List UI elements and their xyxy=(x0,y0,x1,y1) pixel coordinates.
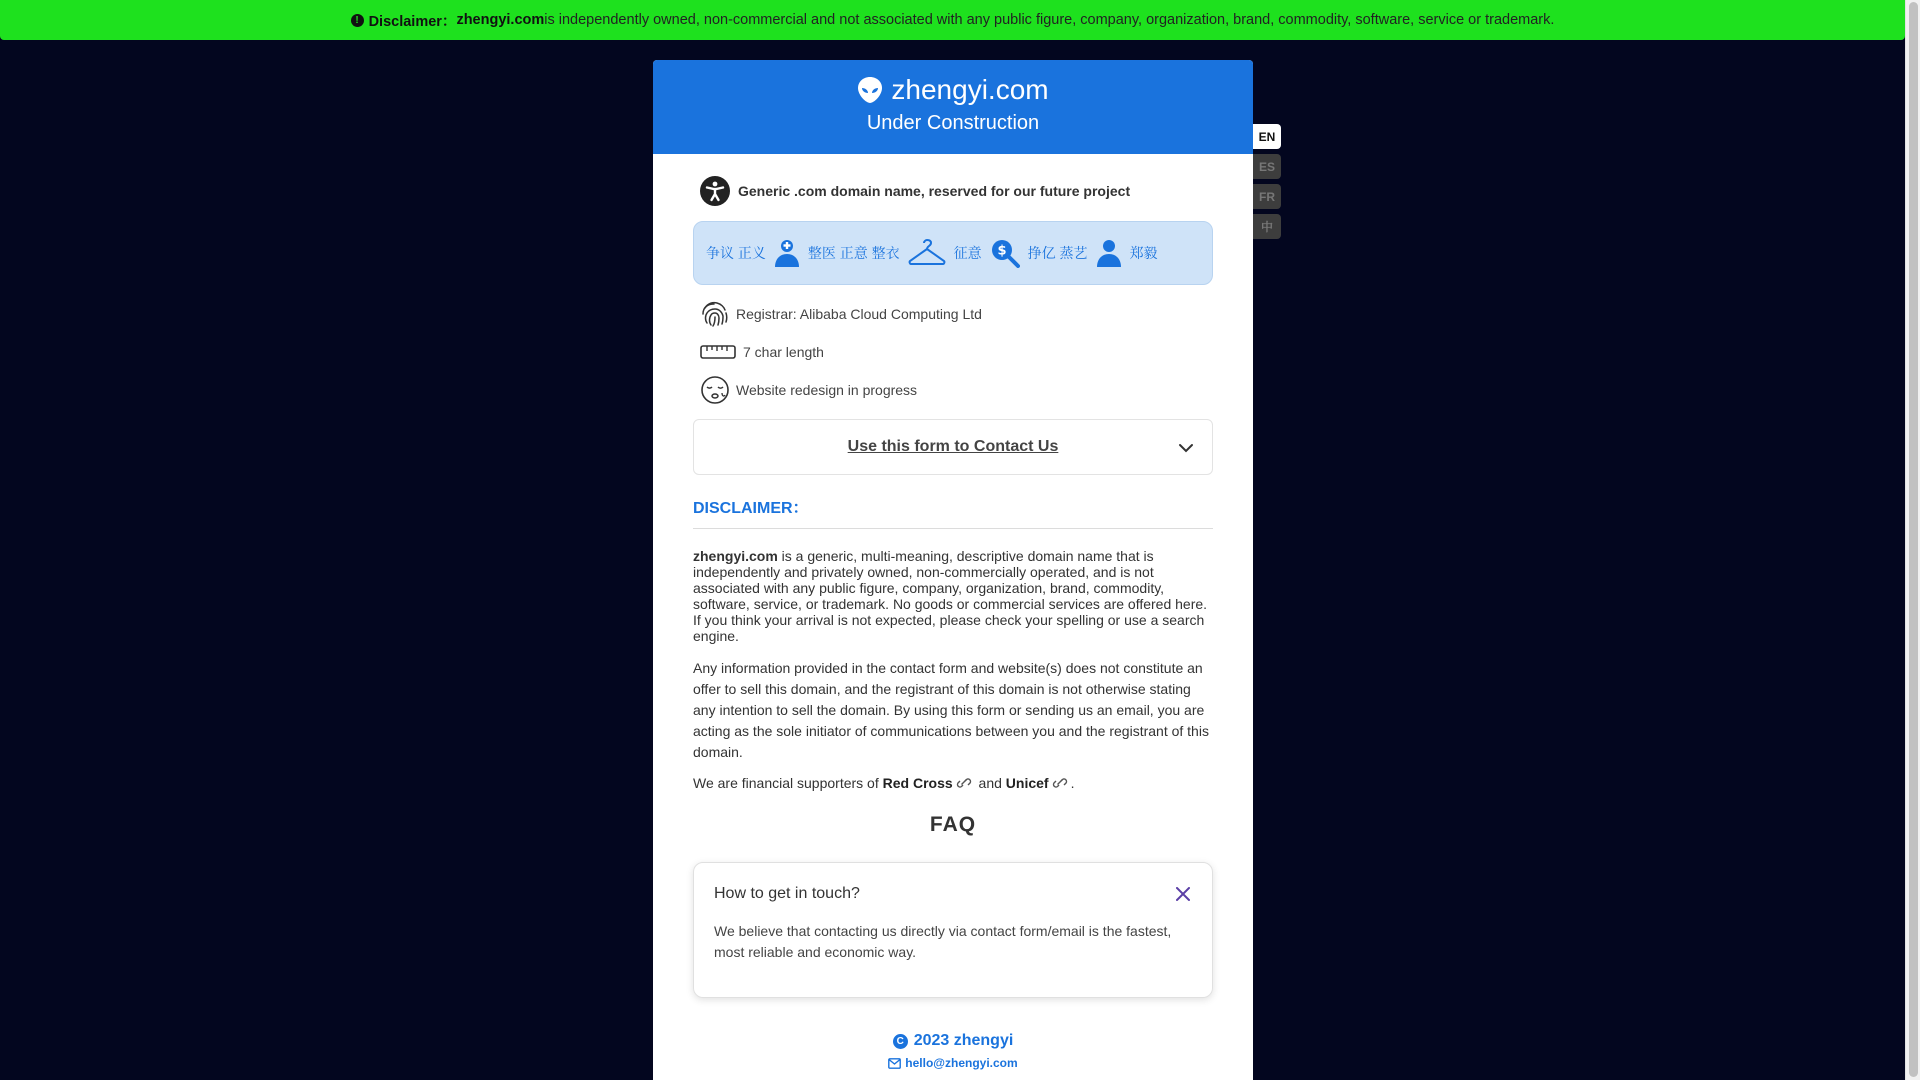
email-link[interactable] xyxy=(693,1056,1213,1070)
faq-title: FAQ xyxy=(929,813,977,836)
generic-domain-row xyxy=(700,176,1213,206)
faq-question[interactable]: How to get in touch? xyxy=(714,885,860,902)
related-link-1[interactable]: 争议 正义 xyxy=(706,245,766,261)
main-card xyxy=(653,60,1253,1080)
money-search-icon xyxy=(990,238,1020,268)
disclaimer-banner xyxy=(0,0,1905,40)
footer xyxy=(693,1032,1213,1070)
disclaimer-p1-text: is a generic, multi-meaning, descriptive domain name that is independently and privately owned, non-commercially operated, and is not associated with any public figure, company, organization, brand, commodity, software, service, or trademark. No goods or commercial services are offered here. If you think your arrival is not expected, please check your spelling or use a search engine. xyxy=(693,548,1208,644)
lang-en[interactable]: EN xyxy=(1253,124,1281,149)
contact-form-link[interactable]: Use this form to Contact Us xyxy=(847,438,1059,455)
language-switcher xyxy=(1253,124,1281,244)
disclaimer-domain: zhengyi.com xyxy=(693,548,778,564)
fingerprint-icon xyxy=(700,299,730,329)
sleepy-face-icon xyxy=(700,375,730,405)
disclaimer-paragraph-1 xyxy=(693,548,1213,644)
svg-text:$: $ xyxy=(997,243,1007,259)
close-icon[interactable] xyxy=(1176,887,1190,901)
copyright-icon: C xyxy=(893,1034,908,1049)
page-scrollbar[interactable] xyxy=(1905,0,1920,1080)
related-link-5[interactable]: 郑毅 xyxy=(1129,245,1158,261)
lang-fr[interactable]: FR xyxy=(1253,184,1281,209)
site-title xyxy=(653,74,1253,106)
related-links-box xyxy=(693,221,1213,285)
banner-text: is independently owned, non-commercial and not associated with any public figure, company, organization, brand, commodity, software, service or trademark. xyxy=(544,12,1555,28)
registrar-row xyxy=(700,299,1213,329)
chevron-down-icon[interactable] xyxy=(1178,440,1194,456)
supporters-suffix: . xyxy=(1070,775,1075,791)
email-text[interactable]: hello@zhengyi.com xyxy=(905,1056,1018,1070)
website-text: Website redesign in progress xyxy=(736,382,918,398)
lang-zh[interactable]: 中 xyxy=(1253,214,1281,239)
doctor-icon xyxy=(774,239,800,267)
copyright xyxy=(693,1032,1213,1050)
contact-form-toggle[interactable] xyxy=(693,419,1213,475)
faq-answer: We believe that contacting us directly via contact form/email is the fastest, most reliable and economic way. xyxy=(714,923,1172,960)
banner-domain: zhengyi.com xyxy=(456,12,545,28)
unicef-link[interactable]: Unicef xyxy=(1005,775,1049,791)
related-link-3[interactable]: 征意 xyxy=(953,245,982,261)
link-icon[interactable] xyxy=(1052,776,1068,790)
generic-domain-text: Generic .com domain name, reserved for our future project xyxy=(738,183,1131,199)
site-subtitle: Under Construction xyxy=(866,112,1040,134)
ruler-icon xyxy=(700,343,736,361)
user-icon xyxy=(1096,239,1122,267)
scrollbar-thumb[interactable] xyxy=(1909,2,1918,1077)
link-icon[interactable] xyxy=(956,776,972,790)
alien-icon xyxy=(857,76,883,104)
related-link-4[interactable]: 挣亿 蒸艺 xyxy=(1027,245,1088,261)
warning-icon: ! xyxy=(351,14,364,27)
content xyxy=(653,176,1253,1070)
length-row xyxy=(700,343,1213,361)
site-title-text: zhengyi.com xyxy=(891,74,1049,105)
disclaimer-title: DISCLAIMER： xyxy=(693,495,1213,529)
accessibility-icon xyxy=(700,176,730,206)
envelope-icon xyxy=(888,1058,901,1069)
site-header xyxy=(653,60,1253,154)
hanger-icon xyxy=(908,239,946,267)
website-row xyxy=(700,375,1213,405)
supporters-prefix: We are financial supporters of xyxy=(693,775,883,791)
disclaimer-paragraph-2: Any information provided in the contact form and website(s) does not constitute an offer to sell this domain, and the registrant of this domain is not otherwise stating any intention to sell the domain. By using this form or sending us an email, you are acting as the sole initiator of communications between you and the registrant of this domain. xyxy=(693,660,1209,760)
length-text: 7 char length xyxy=(743,344,824,360)
faq-item xyxy=(693,862,1213,998)
registrar-text: Registrar: Alibaba Cloud Computing Ltd xyxy=(736,306,982,322)
banner-label: Disclaimer： xyxy=(368,13,457,30)
related-link-2[interactable]: 整医 正意 整衣 xyxy=(807,245,900,261)
copyright-text: 2023 zhengyi xyxy=(913,1032,1014,1049)
lang-es[interactable]: ES xyxy=(1253,154,1281,179)
supporters-paragraph xyxy=(693,775,1213,791)
supporters-and: and xyxy=(974,775,1006,791)
red-cross-link[interactable]: Red Cross xyxy=(882,775,953,791)
